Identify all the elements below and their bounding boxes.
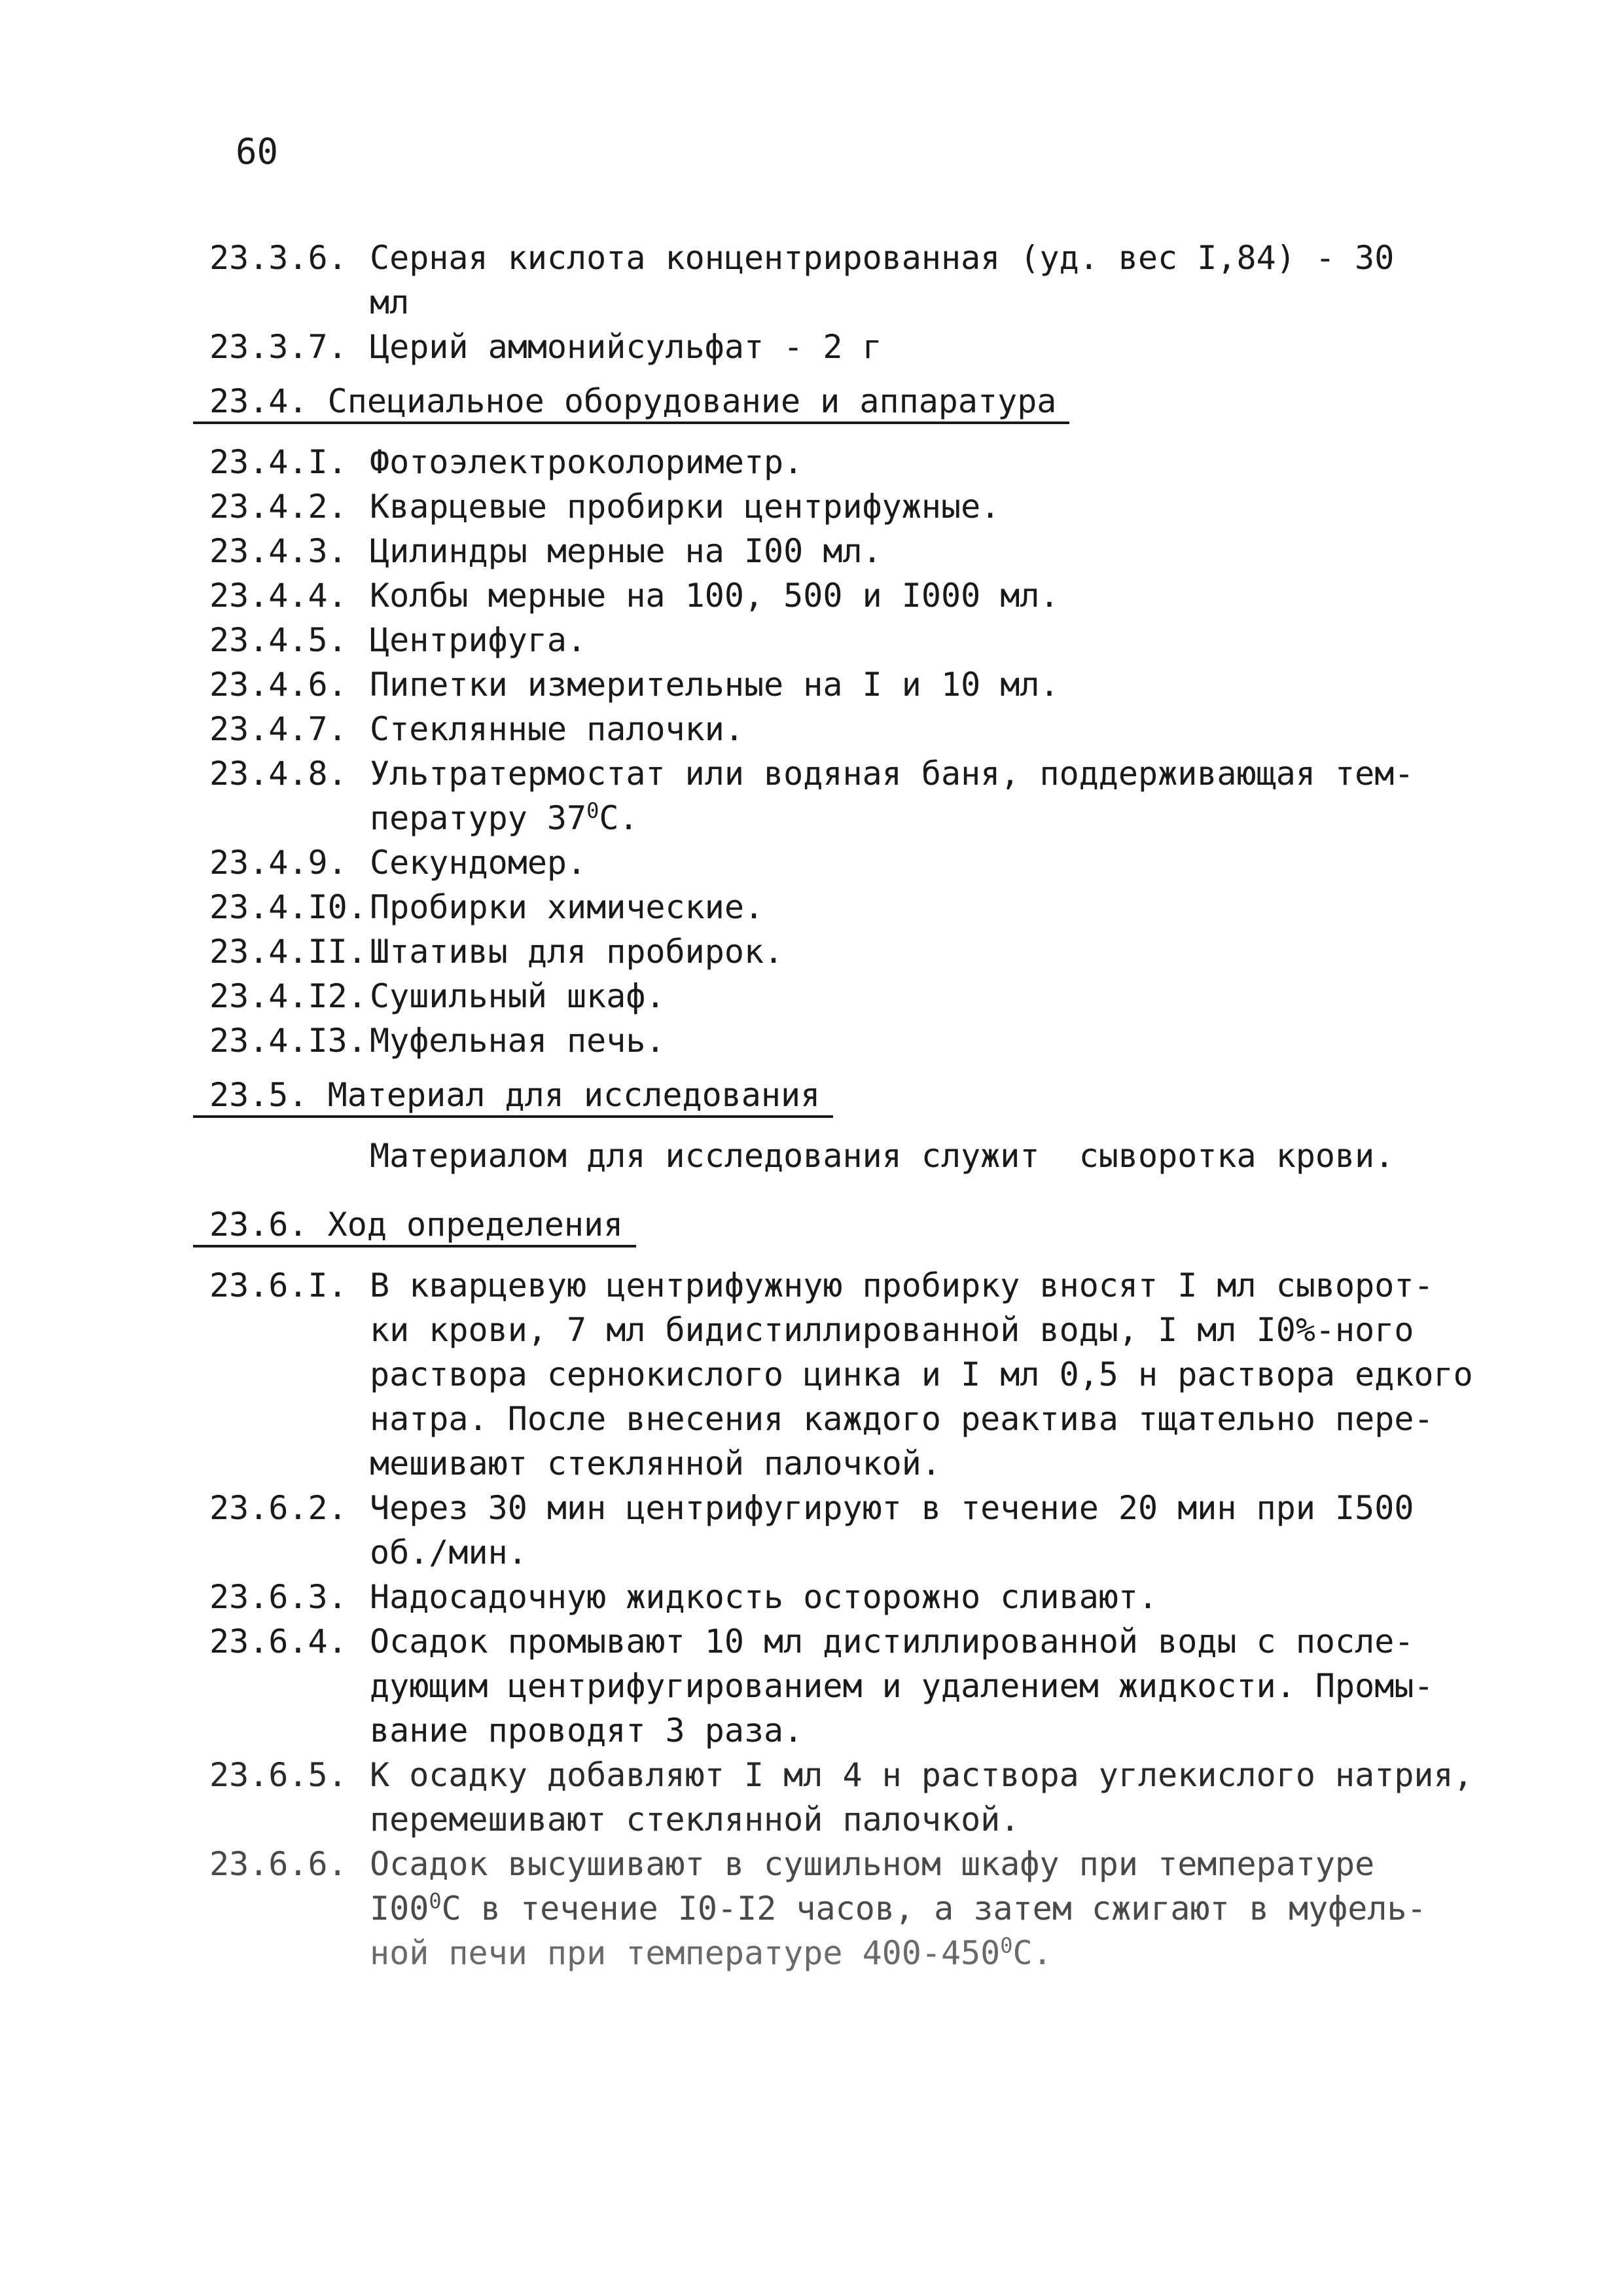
list-item (209, 885, 1453, 929)
list-item (209, 1619, 1453, 1753)
item-text (370, 1263, 1473, 1486)
list-item (209, 573, 1453, 618)
item-text-fragment: пературу 37 (370, 799, 587, 837)
item-number: 23.4.6. (209, 666, 348, 704)
item-text: Фотоэлектроколориметр. (370, 443, 804, 481)
item-number: 23.4.I0. (209, 888, 367, 926)
item-number: 23.4.9. (209, 844, 348, 882)
item-number: 23.6.3. (209, 1578, 348, 1616)
list-item (209, 236, 1453, 325)
item-text: Церий аммонийсульфат - 2 г (370, 328, 882, 366)
item-text: Цилиндры мерные на I00 мл. (370, 532, 882, 570)
item-text: Кварцевые пробирки центрифужные. (370, 488, 1001, 526)
item-text-fragment: ной печи при температуре 400-450 (370, 1934, 1001, 1972)
list-item (209, 1263, 1473, 1486)
item-number: 23.6.4. (209, 1623, 348, 1660)
item-text-line: натра. После внесения каждого реактива тщательно пере- (370, 1400, 1434, 1438)
item-number: 23.4.8. (209, 755, 348, 793)
list-item (209, 325, 1453, 369)
list-item (209, 440, 1453, 484)
item-number: 23.4.5. (209, 621, 348, 659)
item-text: Сушильный шкаф. (370, 977, 666, 1015)
item-number: 23.6.I. (209, 1266, 348, 1304)
item-number: 23.4.II. (209, 933, 367, 971)
item-text-line: В кварцевую центрифужную пробирку вносят I мл сыворот- (370, 1266, 1434, 1304)
item-text: Стеклянные палочки. (370, 710, 744, 748)
item-text-line: дующим центрифугированием и удалением жидкости. Промы- (370, 1667, 1434, 1705)
item-text-fragment: I00 (370, 1890, 429, 1928)
item-text: Серная кислота концентрированная (уд. вес I,84) - 30 мл (370, 239, 1395, 321)
item-number: 23.6.6. (209, 1845, 348, 1883)
list-item (209, 840, 1453, 885)
page-number: 60 (236, 131, 279, 172)
item-text: Колбы мерные на 100, 500 и I000 мл. (370, 577, 1060, 615)
item-number: 23.4.4. (209, 577, 348, 615)
item-text-line: К осадку добавляют I мл 4 н раствора углекислого натрия, (370, 1756, 1473, 1794)
item-text-line: раствора сернокислого цинка и I мл 0,5 н раствора едкого (370, 1355, 1473, 1393)
item-text-line: Осадок высушивают в сушильном шкафу при температуре (370, 1845, 1375, 1883)
item-number: 23.4.7. (209, 710, 348, 748)
item-text-line: ки крови, 7 мл бидистиллированной воды, I мл I0%-ного (370, 1311, 1414, 1349)
item-number: 23.4.I3. (209, 1022, 367, 1060)
item-text-fragment: С. (599, 799, 639, 837)
item-text (370, 1753, 1473, 1842)
list-item (209, 529, 1453, 573)
item-text-fragment: С в течение I0-I2 часов, а затем сжигают в муфель- (441, 1890, 1427, 1928)
item-text: Муфельная печь. (370, 1022, 666, 1060)
item-text-line: Надосадочную жидкость осторожно сливают. (370, 1578, 1158, 1616)
item-text: Штативы для пробирок. (370, 933, 784, 971)
list-item (209, 618, 1453, 662)
item-text: Центрифуга. (370, 621, 587, 659)
item-text (370, 1842, 1453, 1975)
item-text (370, 751, 1453, 840)
item-text-line: Осадок промывают 10 мл дистиллированной воды с после- (370, 1623, 1414, 1660)
list-item (209, 1842, 1453, 1975)
item-text: Пипетки измерительные на I и 10 мл. (370, 666, 1060, 704)
item-number: 23.4.I. (209, 443, 348, 481)
item-text (370, 1486, 1453, 1575)
degree-superscript: 0 (586, 798, 599, 823)
item-text-line: Через 30 мин центрифугируют в течение 20 мин при I500 (370, 1489, 1414, 1527)
list-item (209, 662, 1453, 707)
list-item (209, 707, 1453, 751)
list-item (209, 1486, 1453, 1575)
item-number: 23.3.7. (209, 328, 348, 366)
item-text: Пробирки химические. (370, 888, 764, 926)
document-body (209, 236, 1473, 1975)
list-item (209, 974, 1453, 1018)
degree-superscript: 0 (429, 1888, 442, 1914)
item-text (370, 1619, 1453, 1753)
item-text-line: мешивают стеклянной палочкой. (370, 1444, 941, 1482)
item-text (370, 1575, 1453, 1619)
item-number: 23.4.2. (209, 488, 348, 526)
item-number: 23.4.I2. (209, 977, 367, 1015)
item-text-line (370, 1886, 1453, 1931)
section-heading: 23.6. Ход определения (193, 1204, 636, 1247)
list-item (209, 1018, 1453, 1063)
item-text-line: Ультратермостат или водяная баня, поддерживающая тем- (370, 755, 1414, 793)
item-text-line: перемешивают стеклянной палочкой. (370, 1801, 1020, 1839)
item-text-fragment: С. (1012, 1934, 1052, 1972)
list-item (209, 1575, 1453, 1619)
item-text-line (370, 796, 1453, 840)
list-item (209, 1753, 1473, 1842)
paragraph: Материалом для исследования служит сыворотка крови. (370, 1137, 1395, 1175)
item-number: 23.4.3. (209, 532, 348, 570)
item-text-line: об./мин. (370, 1534, 527, 1571)
item-text-line: вание проводят 3 раза. (370, 1712, 804, 1749)
item-text-line (370, 1931, 1453, 1975)
list-item (209, 929, 1453, 974)
item-number: 23.6.5. (209, 1756, 348, 1794)
section-heading: 23.4. Специальное оборудование и аппаратура (193, 381, 1069, 424)
item-number: 23.6.2. (209, 1489, 348, 1527)
list-item (209, 484, 1453, 529)
section-heading: 23.5. Материал для исследования (193, 1075, 833, 1118)
list-item (209, 751, 1453, 840)
item-number: 23.3.6. (209, 239, 348, 277)
degree-superscript: 0 (1000, 1933, 1013, 1958)
item-text: Секундомер. (370, 844, 587, 882)
